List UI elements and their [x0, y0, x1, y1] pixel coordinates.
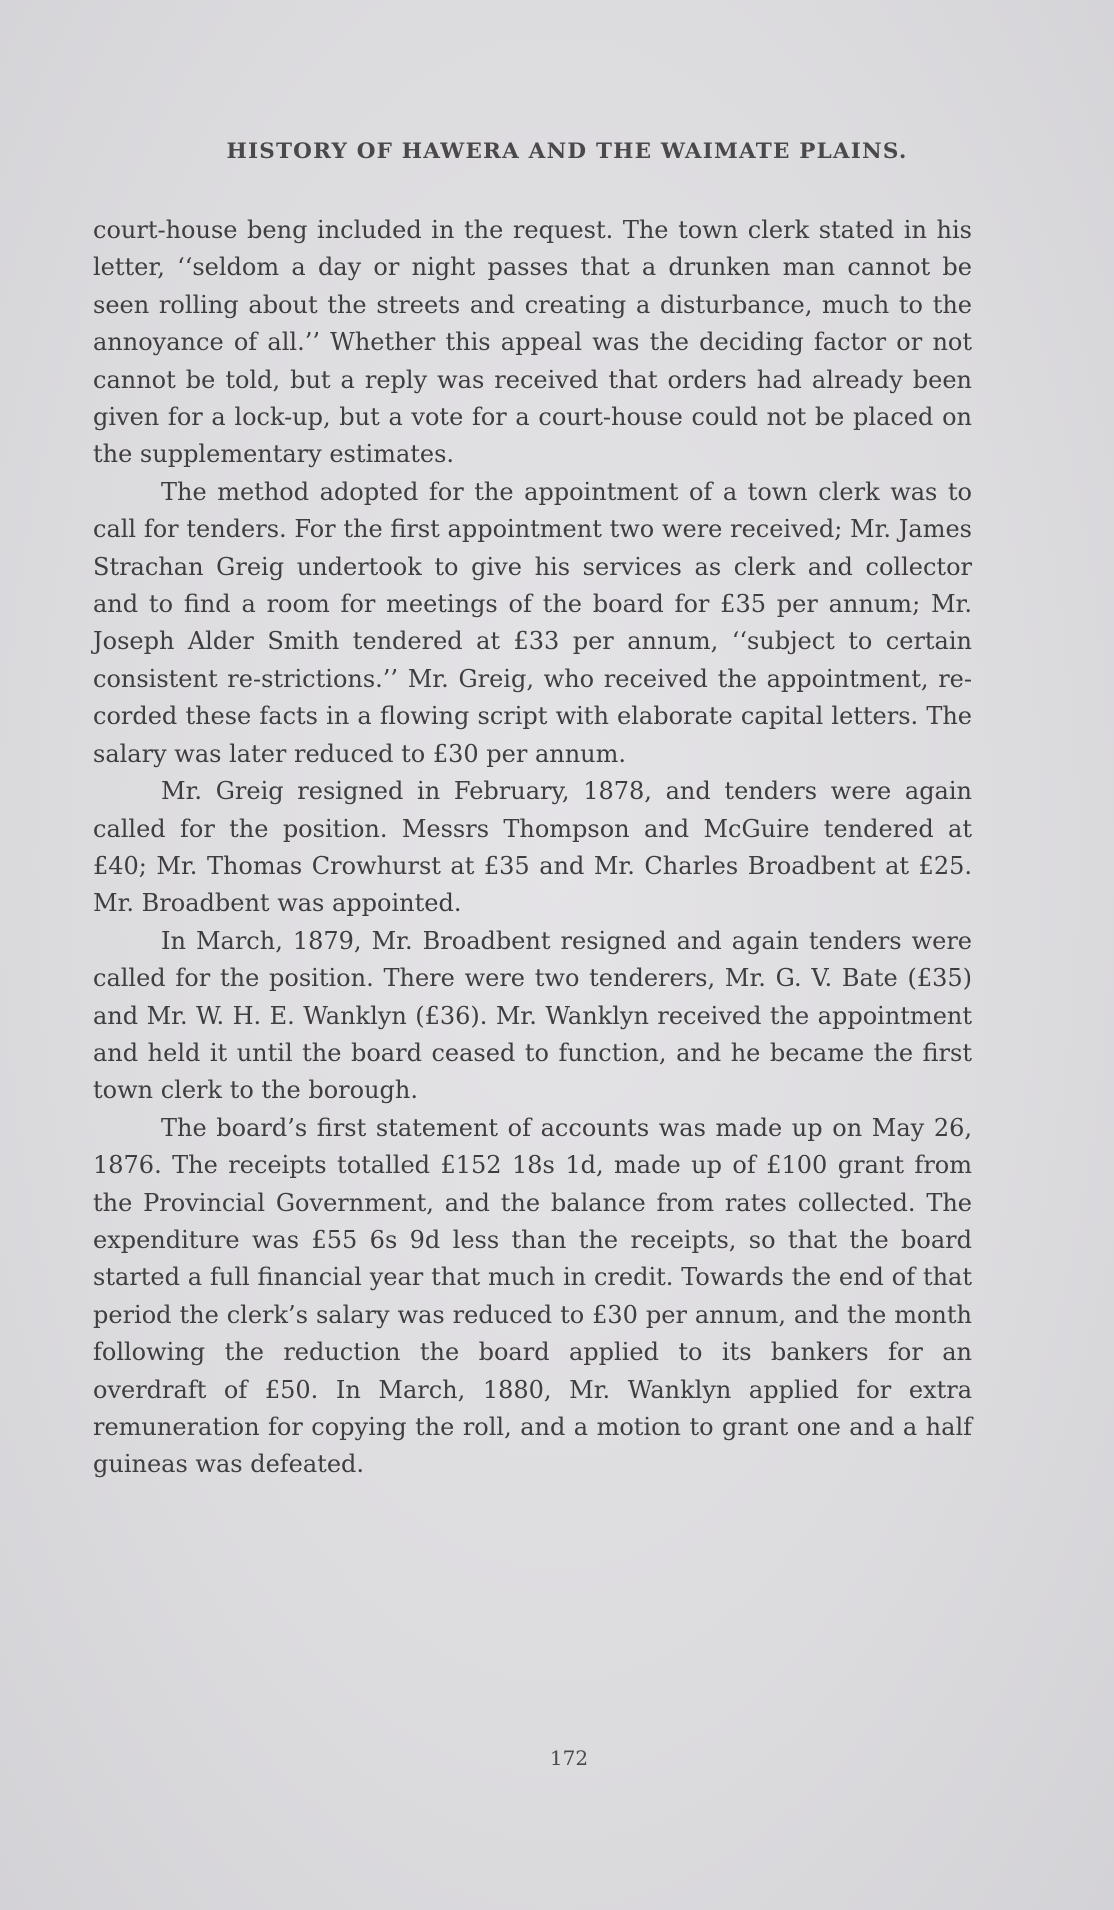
paragraph-town-clerk-tenders: The method adopted for the appointment of a town clerk was to call for tenders. For the first appointment two were received; Mr. James Strachan Greig undertook to give his services as clerk and collector and to find a room for meetings of the board for £35 per annum; Mr. Joseph Alder Smith tendered at £33 per annum, ‘‘subject to certain consistent re-strictions.’’ Mr. Greig, who received the appointment, re-corded these facts in a flowing script with elaborate capital letters. The salary was later reduced to £30 per annum. — [93, 477, 972, 768]
paragraph-continuation: court-house beng included in the request. The town clerk stated in his letter, ‘‘seldom a day or night passes that a drunken man cannot be seen rolling about the streets and creating a disturbance, much to the annoyance of all.’’ Whether this appeal was the deciding factor or not cannot be told, but a reply was received that orders had already been given for a lock-up, but a vote for a court-house could not be placed on the supplementary estimates. — [93, 216, 972, 469]
running-header: HISTORY OF HAWERA AND THE WAIMATE PLAINS. — [226, 139, 908, 164]
paragraph-first-accounts: The board’s first statement of accounts was made up on May 26, 1876. The receipts totalled £152 18s 1d, made up of £100 grant from the Provincial Government, and the balance from rates collected. The expenditure was £55 6s 9d less than the receipts, so that the board started a full financial year that much in credit. Towards the end of that period the clerk’s salary was reduced to £30 per annum, and the month following the reduction the board applied to its bankers for an overdraft of £50. In March, 1880, Mr. Wanklyn applied for extra remuneration for copying the roll, and a motion to grant one and a half guineas was defeated. — [93, 1113, 972, 1479]
paragraph-broadbent-resignation: In March, 1879, Mr. Broadbent resigned and again tenders were called for the position. There were two tenderers, Mr. G. V. Bate (£35) and Mr. W. H. E. Wanklyn (£36). Mr. Wanklyn received the appointment and held it until the board ceased to function, and he became the first town clerk to the borough. — [93, 926, 972, 1105]
paragraph-greig-resignation: Mr. Greig resigned in February, 1878, and tenders were again called for the position. Messrs Thompson and McGuire tendered at £40; Mr. Thomas Crowhurst at £35 and Mr. Charles Broadbent at £25. Mr. Broadbent was appointed. — [93, 777, 972, 918]
page-number: 172 — [549, 1746, 589, 1770]
body-text — [93, 212, 972, 1484]
